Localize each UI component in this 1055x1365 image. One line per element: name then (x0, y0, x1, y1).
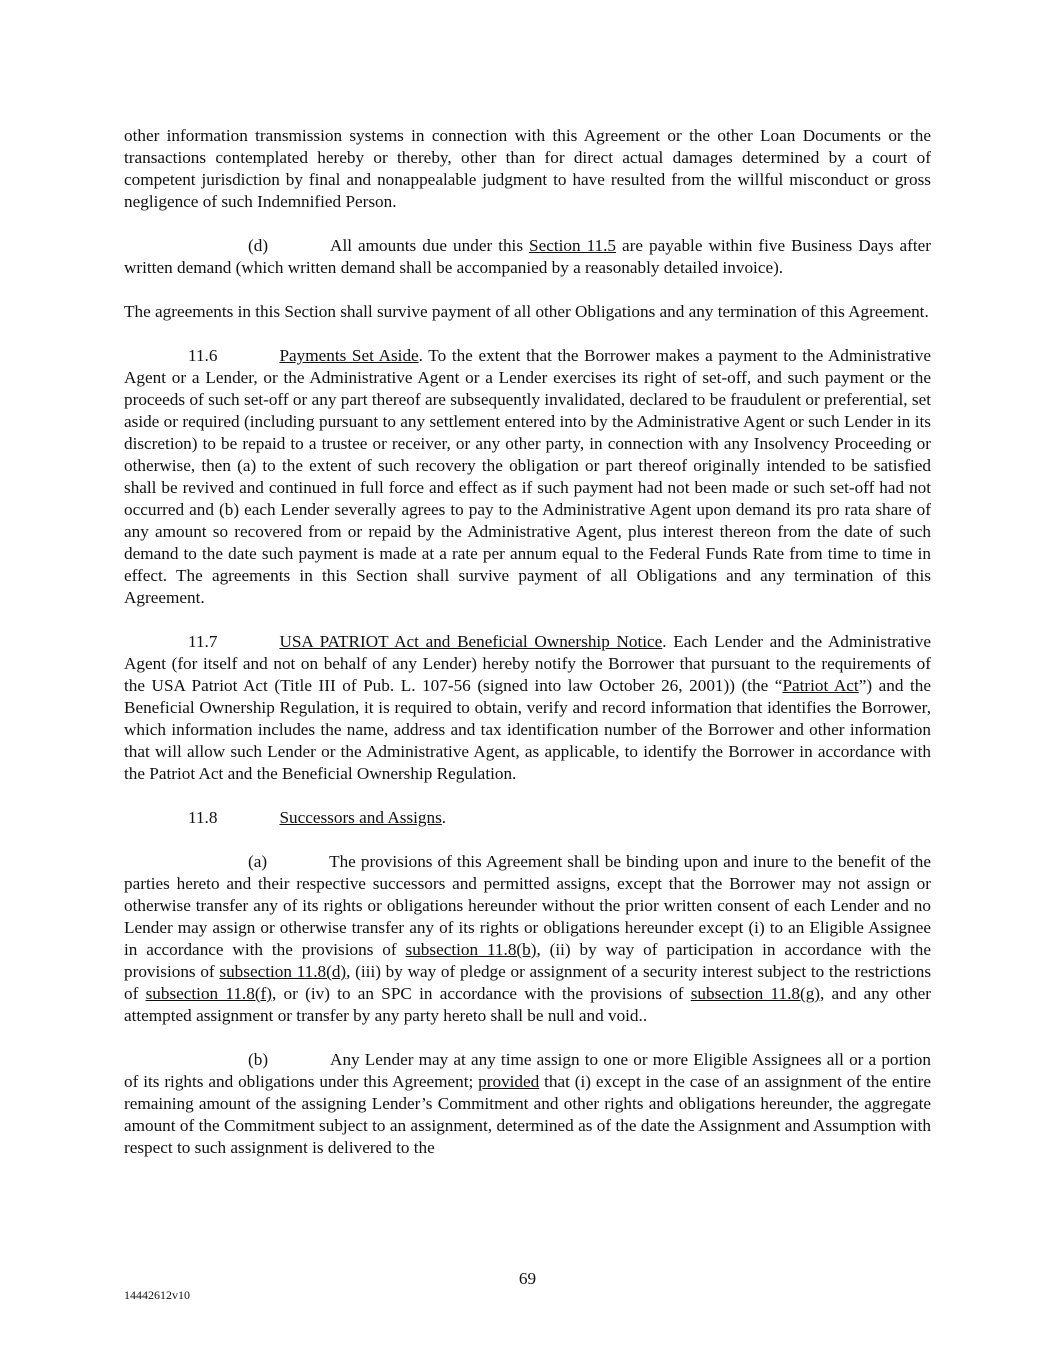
paragraph-d: (d) All amounts due under this Section 11.5 are payable within five Business Days after written demand (which written demand shall be accompanied by a reasonably detailed invoice). (124, 236, 932, 277)
section-number: 11.6 (188, 346, 218, 365)
subsection-ref-11-8-d: subsection 11.8(d) (219, 962, 347, 981)
document-id: 14442612v10 (124, 1288, 190, 1302)
provided-term: provided (478, 1072, 540, 1091)
page-number: 69 (518, 1269, 537, 1288)
page-body (124, 125, 931, 1159)
clause-label-b: (b) (248, 1050, 269, 1069)
section-11-7 (124, 631, 931, 785)
section-body: . Each Lender and the Administrative Agent (for itself and not on behalf of any Lender) hereby notify the Borrower that pursuant to the requirements of the USA Patriot Act (Title III of Pub. L. 107-56 (signed into law October 26, 2001)) (the “ (124, 632, 931, 695)
paragraph-a: (a) The provisions of this Agreement shall be binding upon and inure to the benefit of the parties hereto and their respective successors and permitted assigns, except that the Borrower may not assign or otherwise transfer any of its rights or obligations hereunder without the prior written consent of each Lender and no Lender may assign or otherwise transfer any of its rights or obligations hereunder except (i) to an Eligible Assignee in accordance with the provisions of subsection 11.8(b), (ii) by way of participation in accordance with the provisions of subsection 11.8(d), (iii) by way of pledge or assignment of a security interest subject to the restrictions of subsection 11.8(f), or (iv) to an SPC in accordance with the provisions of subsection 11.8(g), and any other attempted assignment or transfer by any party hereto shall be null and void.. (124, 852, 932, 1025)
paragraph-survival: The agreements in this Section shall survive payment of all other Obligations and any termination of this Agreement. (124, 302, 929, 321)
section-11-6 (124, 345, 931, 609)
section-number: 11.8 (188, 808, 218, 827)
section-number: 11.7 (188, 632, 218, 651)
paragraph-continuation: other information transmission systems in connection with this Agreement or the other Loan Documents or the transactions contemplated hereby or thereby, other than for direct actual damages determined by a court of competent jurisdiction by final and nonappealable judgment to have resulted from the willful misconduct or gross negligence of such Indemnified Person. (124, 126, 931, 211)
subsection-ref-11-8-f: subsection 11.8(f) (145, 984, 272, 1003)
section-title: Payments Set Aside (279, 346, 419, 365)
section-ref-11-5: Section 11.5 (529, 236, 617, 255)
subsection-ref-11-8-b: subsection 11.8(b) (405, 940, 537, 959)
subsection-ref-11-8-g: subsection 11.8(g) (690, 984, 821, 1003)
section-title: USA PATRIOT Act and Beneficial Ownership Notice (279, 632, 663, 651)
section-title: Successors and Assigns (279, 808, 442, 827)
paragraph-b: (b) Any Lender may at any time assign to one or more Eligible Assignees all or a portion of its rights and obligations under this Agreement; provided that (i) except in the case of an assignment of the entire remaining amount of the assigning Lender’s Commitment and other rights and obligations hereunder, the aggregate amount of the Commitment subject to an assignment, determined as of the date the Assignment and Assumption with respect to such assignment is delivered to the (124, 1050, 931, 1157)
section-11-8-heading: 11.8 Successors and Assigns. (188, 808, 447, 827)
defined-term-patriot-act: Patriot Act (782, 676, 859, 695)
clause-label-d: (d) (248, 236, 269, 255)
section-body-continued: ”) and the Beneficial Ownership Regulation, it is required to obtain, verify and record information that identifies the Borrower, which information includes the name, address and tax identification number of the Borrower and other information that will allow such Lender or the Administrative Agent, as applicable, to identify the Borrower in accordance with the Patriot Act and the Beneficial Ownership Regulation. (124, 676, 931, 783)
section-body: . To the extent that the Borrower makes a payment to the Administrative Agent or a Lender, or the Administrative Agent or a Lender exercises its right of set-off, and such payment or the proceeds of such set-off or any part thereof are subsequently invalidated, declared to be fraudulent or preferential, set aside or required (including pursuant to any settlement entered into by the Administrative Agent or such Lender in its discretion) to be repaid to a trustee or receiver, or any other party, in connection with any Insolvency Proceeding or otherwise, then (a) to the extent of such recovery the obligation or part thereof originally intended to be satisfied shall be revived and continued in full force and effect as if such payment had not been made or such set-off had not occurred and (b) each Lender severally agrees to pay to the Administrative Agent upon demand its pro rata share of any amount so recovered from or repaid by the Administrative Agent, plus interest thereon from the date of such demand to the date such payment is made at a rate per annum equal to the Federal Funds Rate from time to time in effect. The agreements in this Section shall survive payment of all Obligations and any termination of this Agreement. (124, 346, 932, 607)
clause-label-a: (a) (248, 852, 268, 871)
